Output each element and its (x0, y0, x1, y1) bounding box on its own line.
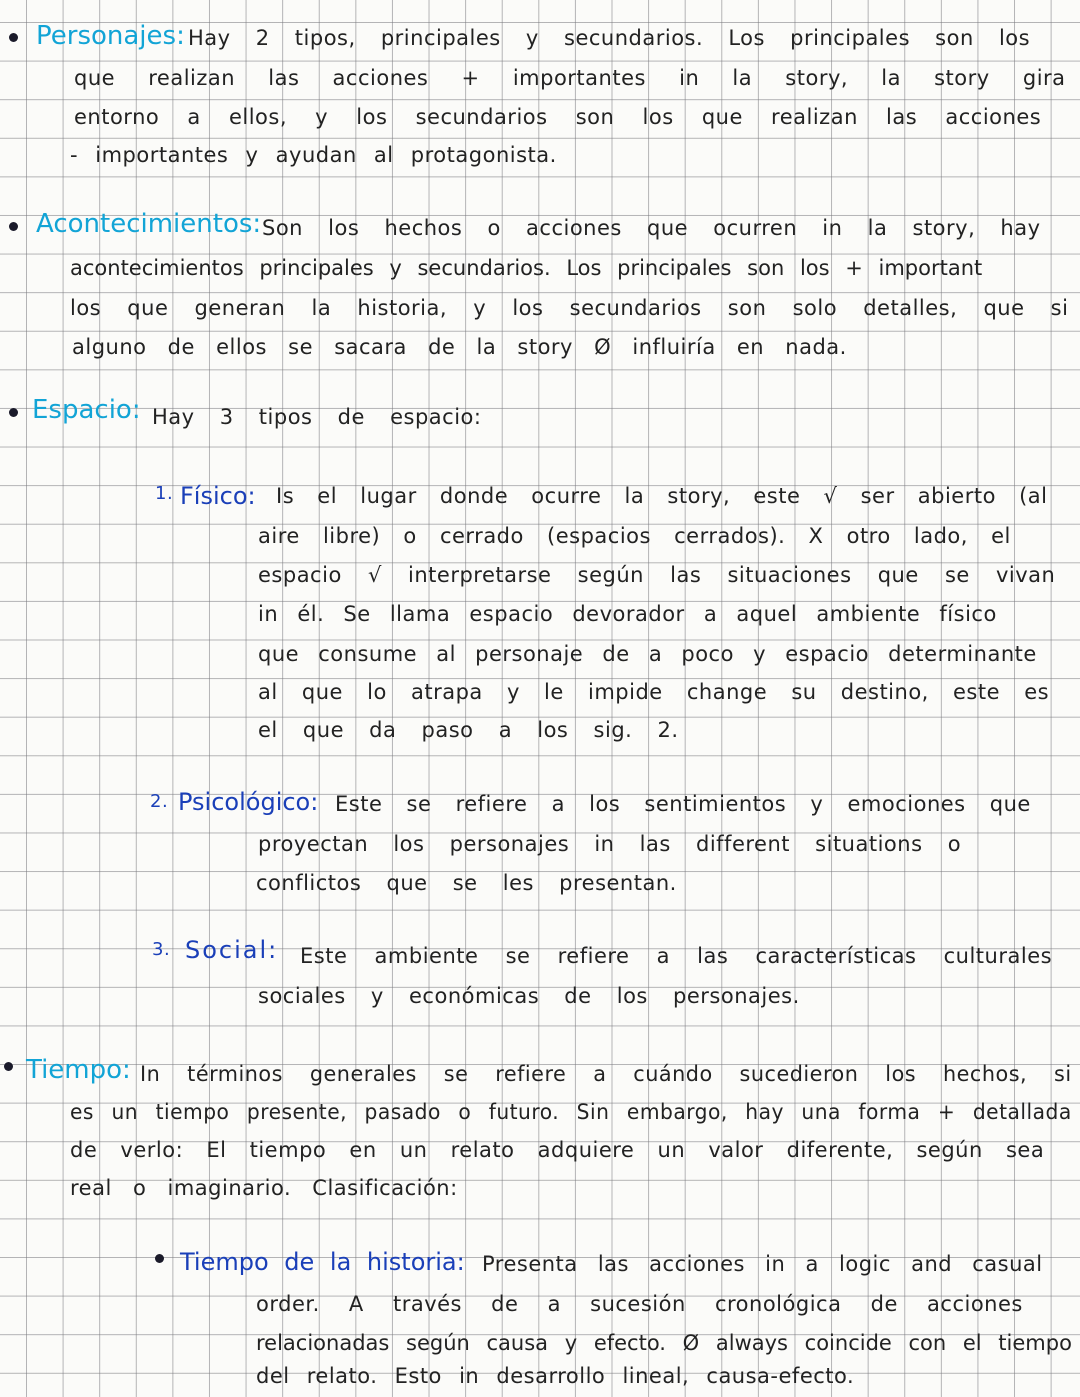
heading-psicologico: Psicológico: (178, 788, 319, 816)
text-line: que consume al personaje de a poco y espacio determinante (258, 642, 1037, 666)
text-line: Este se refiere a los sentimientos y emociones que (335, 792, 1031, 816)
text-line: los que generan la historia, y los secundarios son solo detalles, que si (70, 296, 1069, 320)
text-line: del relato. Esto in desarrollo lineal, causa-efecto. (256, 1364, 855, 1388)
text-line: sociales y económicas de los personajes. (258, 984, 800, 1008)
heading-personajes: Personajes: (36, 21, 185, 51)
item-number: 1. (155, 483, 174, 504)
text-line: real o imaginario. Clasificación: (70, 1176, 458, 1200)
text-line: proyectan los personajes in las different situations o (258, 832, 962, 856)
text-line: que realizan las acciones + importantes in la story, la story gira (74, 66, 1066, 90)
text-line: aire libre) o cerrado (espacios cerrados). X otro lado, el (258, 524, 1011, 548)
text-line: entorno a ellos, y los secundarios son los que realizan las acciones (74, 105, 1042, 129)
heading-tiempo: Tiempo: (26, 1055, 131, 1085)
heading-social: Social: (185, 936, 279, 964)
text-line: conflictos que se les presentan. (256, 871, 677, 895)
text-line: Hay 2 tipos, principales y secundarios. Los principales son los (188, 26, 1031, 50)
text-line: relacionadas según causa y efecto. Ø always coincide con el tiempo (256, 1331, 1072, 1355)
text-line: Presenta las acciones in a logic and casual (482, 1252, 1043, 1276)
item-number: 3. (152, 939, 171, 960)
text-line: es un tiempo presente, pasado o futuro. Sin embargo, hay una forma + detallada (70, 1100, 1072, 1124)
text-line: alguno de ellos se sacara de la story Ø influiría en nada. (72, 335, 847, 359)
bullet-icon (4, 1062, 13, 1071)
heading-tiempo-de-la-historia: Tiempo de la historia: (180, 1248, 465, 1276)
bullet-icon (9, 33, 18, 42)
text-line: order. A través de a sucesión cronológica de acciones (256, 1292, 1023, 1316)
heading-acontecimientos: Acontecimientos: (36, 209, 262, 239)
bullet-icon (9, 408, 18, 417)
text-line: de verlo: El tiempo en un relato adquiere un valor diferente, según sea (70, 1138, 1045, 1162)
bullet-icon (9, 222, 18, 231)
text-line: Este ambiente se refiere a las características culturales (300, 944, 1053, 968)
text-line: - importantes y ayudan al protagonista. (70, 143, 557, 167)
text-line: In términos generales se refiere a cuándo sucedieron los hechos, si (140, 1062, 1072, 1086)
text-line: el que da paso a los sig. 2. (258, 718, 679, 742)
text-line: al que lo atrapa y le impide change su destino, este es (258, 680, 1050, 704)
text-line: Hay 3 tipos de espacio: (152, 405, 482, 429)
item-number: 2. (150, 791, 169, 812)
text-line: Son los hechos o acciones que ocurren in la story, hay (262, 216, 1041, 240)
text-line: Is el lugar donde ocurre la story, este √ ser abierto (al (276, 484, 1048, 508)
text-line: in él. Se llama espacio devorador a aquel ambiente físico (258, 602, 997, 626)
text-line: espacio √ interpretarse según las situaciones que se vivan (258, 563, 1056, 587)
bullet-icon (155, 1254, 164, 1263)
text-line: acontecimientos principales y secundarios. Los principales son los + important (70, 256, 983, 280)
heading-fisico: Físico: (180, 482, 256, 510)
heading-espacio: Espacio: (32, 395, 141, 425)
